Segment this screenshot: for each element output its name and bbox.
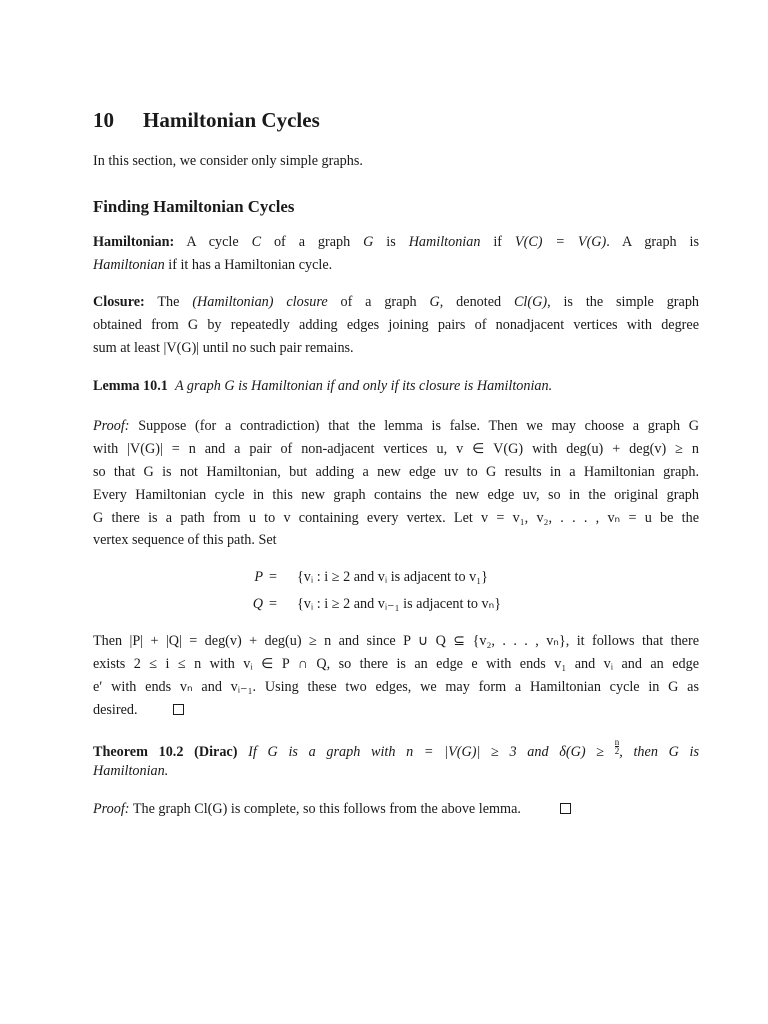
proof-line: e′ with ends vₙ and vᵢ₋₁. Using these two edges, we may form a Hamiltonian cycle in G as [93,679,699,695]
definition-term: Hamiltonian: [93,234,175,250]
definition-hamiltonian-line2 [93,255,699,275]
proof-line: so that G is not Hamiltonian, but adding a new edge uv to G results in a Hamiltonian graph. [93,464,699,480]
theorem-text: If G is a graph with n = |V(G)| ≥ 3 and δ(G) ≥ [248,744,615,760]
section-intro: In this section, we consider only simple graphs. [93,153,363,169]
proof-line [93,700,699,720]
section-number: 10 [93,108,114,132]
equation-op: = [269,596,278,612]
qed-square-icon [560,803,571,814]
math-run: Cl(G) [513,294,548,310]
section-title: Hamiltonian Cycles [143,108,320,132]
definition-term: Closure: [93,294,145,310]
emphasis-run: Hamiltonian [93,257,165,273]
math-run: C [251,234,262,250]
lemma-label: Lemma 10.1 [93,378,168,394]
equation-lhs: Q [252,596,263,612]
text-run: of a graph [327,294,430,310]
qed-square-icon [173,704,184,715]
emphasis-run: Hamiltonian [408,234,481,250]
text-run: if [480,234,515,250]
text-run: if it has a Hamiltonian cycle. [164,257,333,273]
subsection-heading: Finding Hamiltonian Cycles [93,197,295,216]
text-run: is [373,234,409,250]
definition-closure-line3: sum at least |V(G)| until no such pair remains. [93,340,354,356]
math-run: V(C) = V(G) [514,234,607,250]
equation-lhs: P [254,569,263,585]
equation-rhs: {vᵢ : i ≥ 2 and vᵢ is adjacent to v₁} [297,569,488,585]
proof-line [93,416,699,436]
proof-line: Every Hamiltonian cycle in this new graph contains the new edge uv, so in the original graph [93,487,699,503]
proof-line: with |V(G)| = n and a pair of non-adjacent vertices u, v ∈ V(G) with deg(u) + deg(v) ≥ n [93,441,699,457]
math-run: G [363,234,374,250]
equation-rhs: {vᵢ : i ≥ 2 and vᵢ₋₁ is adjacent to vₙ} [297,596,502,612]
equation-op: = [269,569,278,585]
text-run: of a graph [261,234,364,250]
definition-hamiltonian-line1 [93,232,699,252]
definition-closure-line1 [93,292,699,312]
proof-line: vertex sequence of this path. Set [93,532,277,548]
definition-closure-line2: obtained from G by repeatedly adding edges joining pairs of nonadjacent vertices with degree [93,317,699,333]
text-run: The [157,294,193,310]
text-run: , denoted [439,294,514,310]
fraction-denominator: 2 [614,746,620,756]
theorem-text: Hamiltonian. [93,763,169,779]
proof-text: The graph Cl(G) is complete, so this follows from the above lemma. [132,801,521,817]
proof-label: Proof: [93,801,130,817]
text-run: A cycle [186,234,252,250]
theorem-line2 [93,761,699,781]
emphasis-run: (Hamiltonian) closure [192,294,328,310]
proof-line: G there is a path from u to v containing every vertex. Let v = v₁, v₂, . . . , vₙ = u be the [93,510,699,526]
theorem-line1 [93,738,699,762]
text-run: . A graph is [606,234,700,250]
theorem-text: , then G is [619,744,700,760]
proof-text: Suppose (for a contradiction) that the lemma is false. Then we may choose a graph G [138,418,699,434]
lemma [93,376,699,396]
proof-text: desired. [93,702,138,718]
proof-line: Then |P| + |Q| = deg(v) + deg(u) ≥ n and since P ∪ Q ⊆ {v₂, . . . , vₙ}, it follows that there [93,633,699,649]
fraction-numerator: n [614,737,620,747]
math-run: G [429,294,440,310]
text-run: , is the simple graph [547,294,700,310]
proof-label: Proof: [93,418,130,434]
proof-line [93,799,699,819]
section-heading [93,108,320,133]
proof-line: exists 2 ≤ i ≤ n with vᵢ ∈ P ∩ Q, so there is an edge e with ends v₁ and vᵢ and an edge [93,656,699,672]
theorem-label: Theorem 10.2 (Dirac) [93,744,238,760]
lemma-statement: A graph G is Hamiltonian if and only if its closure is Hamiltonian. [174,378,553,394]
